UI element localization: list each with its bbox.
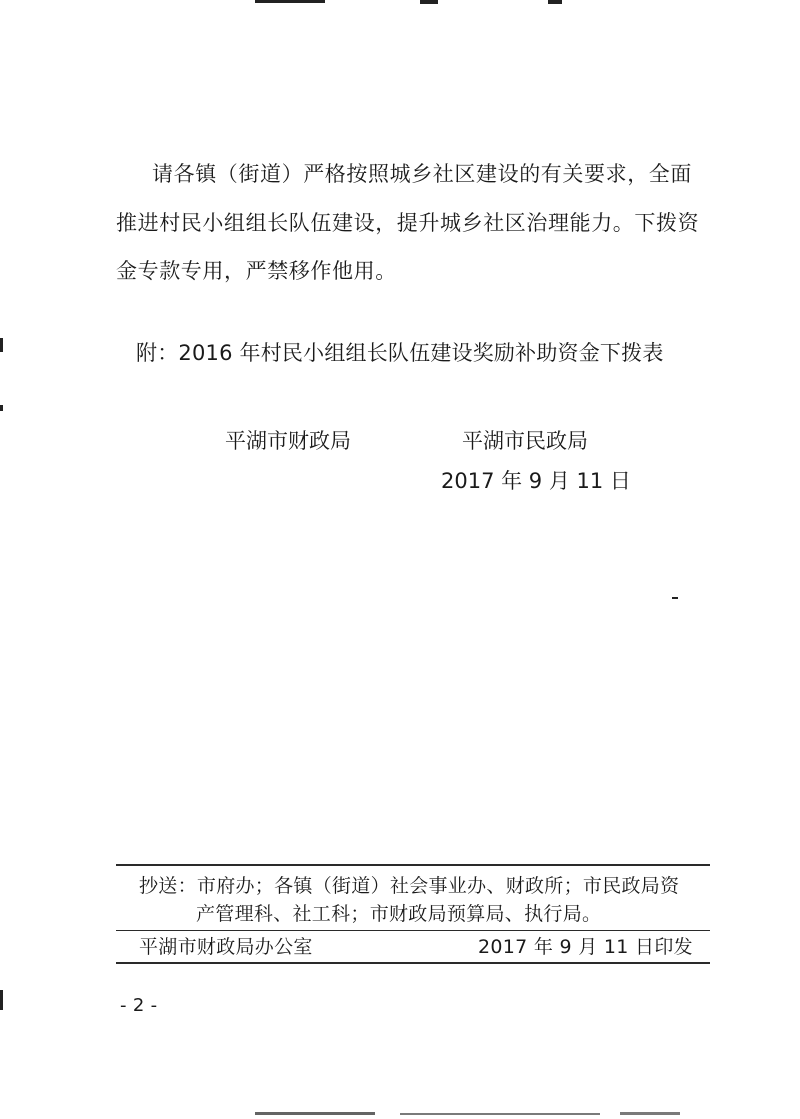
footer-middle-rule (116, 930, 710, 931)
footer-bottom-rule (116, 962, 710, 964)
body-paragraph-line: 推进村民小组组长队伍建设，提升城乡社区治理能力。下拨资 (116, 211, 700, 235)
scan-mark-top (255, 0, 325, 3)
scan-mark-left (0, 338, 3, 352)
scan-mark-top (420, 0, 438, 4)
issuer-civil-affairs-bureau: 平湖市民政局 (462, 429, 588, 453)
scan-mark-bottom (400, 1113, 600, 1115)
footer-top-rule (116, 864, 710, 866)
scan-mark-dot (672, 597, 678, 599)
page-number: - 2 - (120, 995, 158, 1016)
scan-mark-bottom (620, 1112, 680, 1115)
scan-mark-bottom (255, 1112, 375, 1115)
issuer-finance-bureau: 平湖市财政局 (225, 429, 351, 453)
cc-line: 抄送：市府办；各镇（街道）社会事业办、财政所；市民政局资 (139, 875, 680, 897)
scan-mark-top (548, 0, 562, 4)
body-paragraph-line: 请各镇（街道）严格按照城乡社区建设的有关要求，全面 (152, 162, 692, 186)
scan-mark-left (0, 990, 3, 1010)
attachment-line: 附：2016 年村民小组组长队伍建设奖励补助资金下拨表 (136, 341, 664, 365)
body-paragraph-line: 金专款专用，严禁移作他用。 (116, 259, 397, 283)
issuing-office: 平湖市财政局办公室 (139, 936, 313, 958)
signature-date: 2017 年 9 月 11 日 (441, 469, 631, 493)
cc-line: 产管理科、社工科；市财政局预算局、执行局。 (196, 903, 602, 925)
print-date: 2017 年 9 月 11 日印发 (478, 936, 693, 958)
scan-mark-left (0, 405, 3, 411)
